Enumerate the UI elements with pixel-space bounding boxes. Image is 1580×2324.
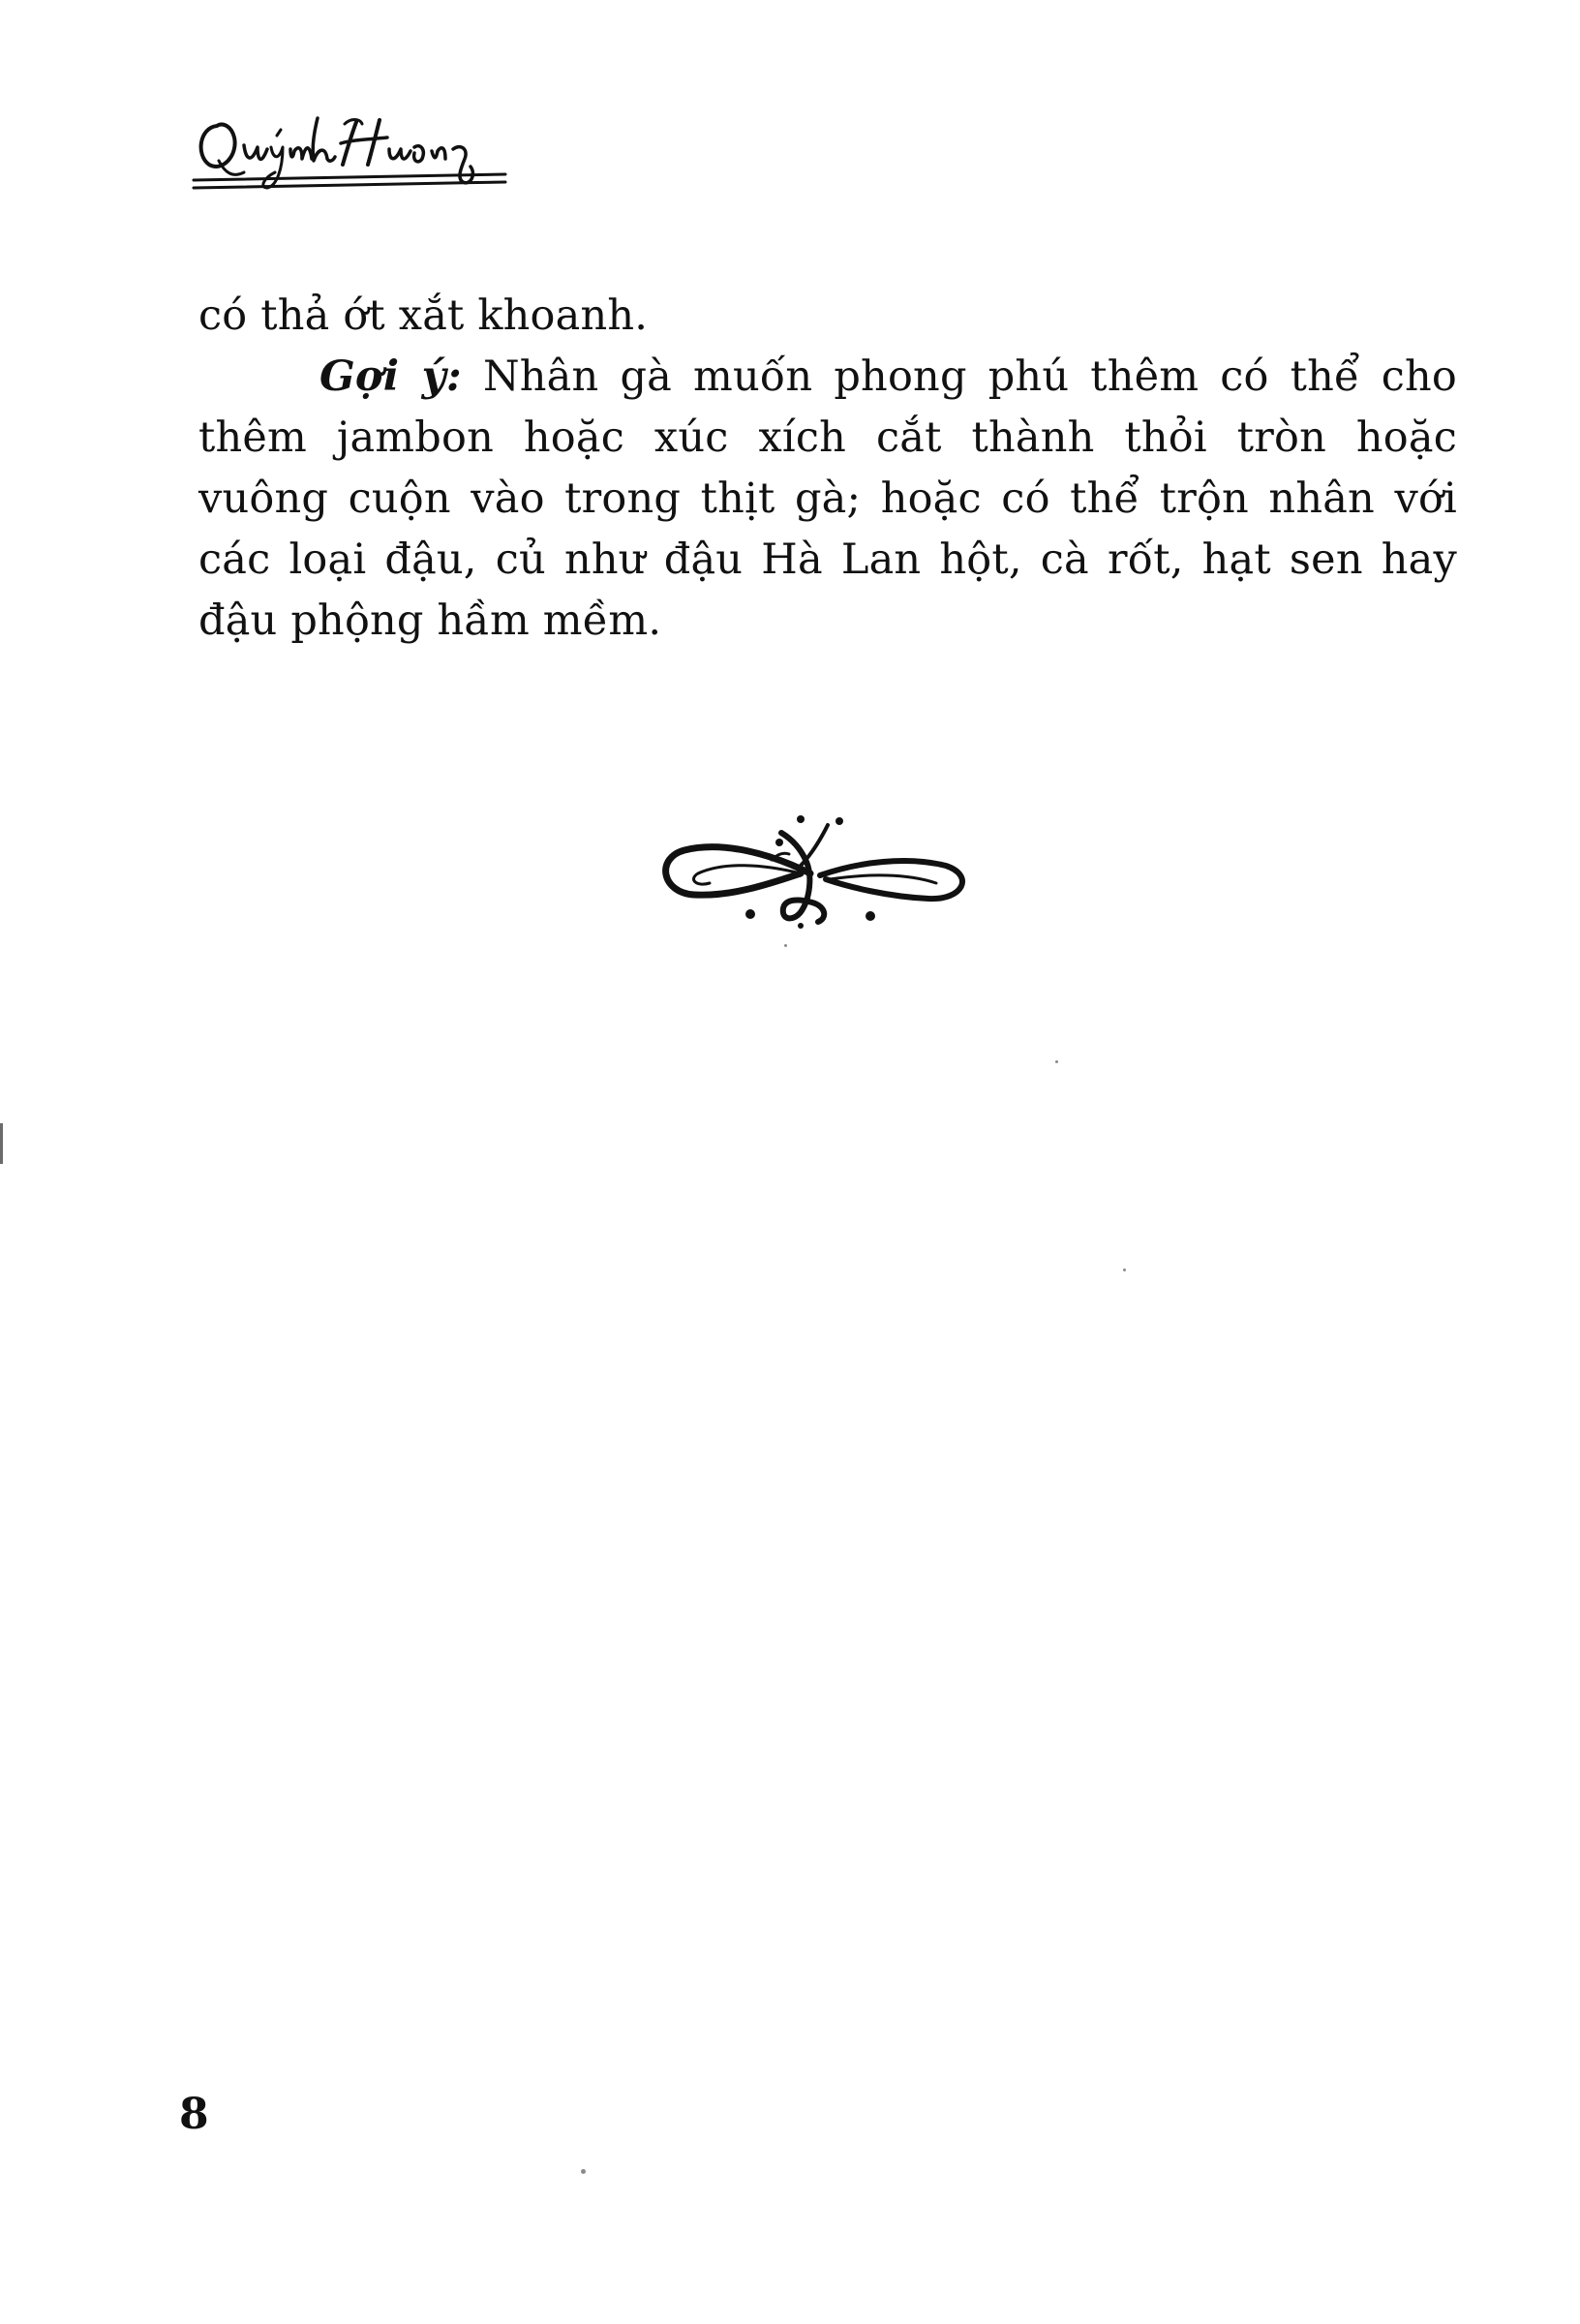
- scan-edge-mark: [0, 1123, 3, 1164]
- scan-speck: [1055, 1060, 1058, 1063]
- paragraph-2: [198, 347, 1457, 652]
- text-line: [198, 347, 1457, 408]
- signature-header: [190, 105, 509, 201]
- page-number: 8: [179, 2090, 209, 2139]
- text-line: vuông cuộn vào trong thịt gà; hoặc có thể trộn nhân với: [198, 474, 1457, 523]
- body-text: [198, 286, 1457, 652]
- paragraph-1: [198, 286, 1457, 347]
- scan-speck: [581, 2169, 586, 2174]
- text-line: các loại đậu, củ như đậu Hà Lan hột, cà rốt, hạt sen hay: [198, 535, 1457, 584]
- signature-drawing: [190, 105, 509, 201]
- hint-label: Gợi ý:: [319, 352, 462, 401]
- text-line: đậu phộng hầm mềm.: [198, 596, 662, 645]
- flourish-ornament-icon: [655, 806, 975, 951]
- scan-speck: [784, 944, 787, 947]
- text-line: có thả ớt xắt khoanh.: [198, 291, 649, 340]
- hint-text: Nhân gà muốn phong phú thêm có thể cho: [461, 352, 1457, 401]
- scan-speck: [1123, 1269, 1126, 1271]
- text-line: thêm jambon hoặc xúc xích cắt thành thỏi tròn hoặc: [198, 413, 1457, 462]
